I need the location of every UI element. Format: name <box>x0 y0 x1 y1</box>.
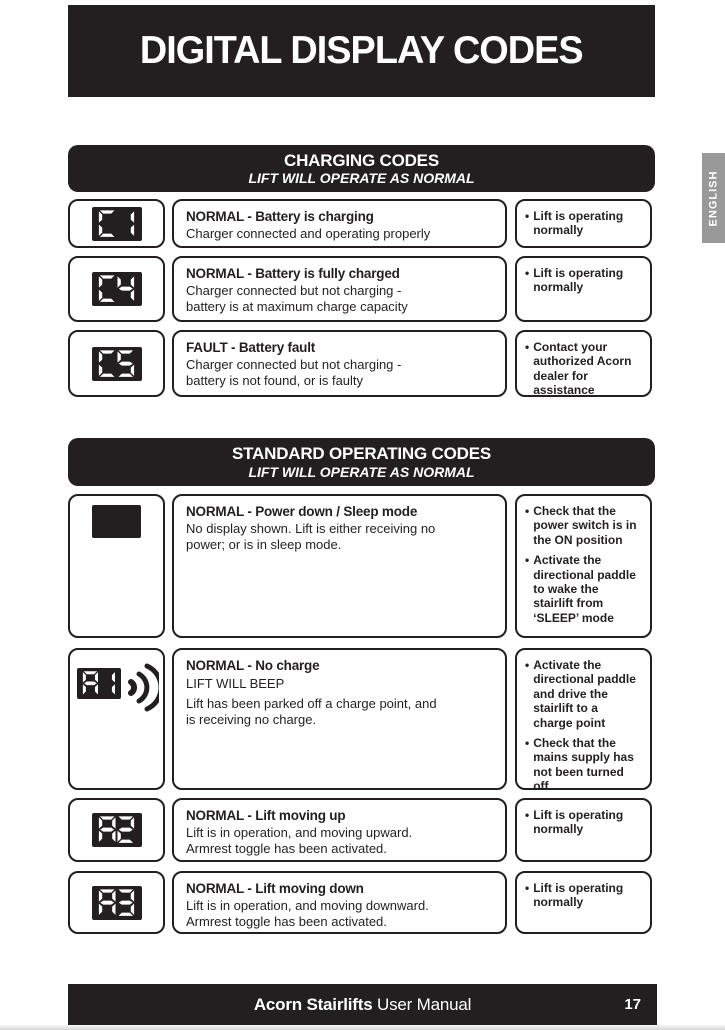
display-cell <box>68 330 165 397</box>
code-subheading: LIFT WILL BEEP <box>186 676 285 692</box>
action-cell <box>515 494 652 638</box>
beep-sound-icon <box>125 662 159 712</box>
action-item: • Check that the power switch is in the ON position <box>525 504 644 547</box>
display-cell <box>68 798 165 862</box>
code-row-a1 <box>68 648 652 794</box>
code-row-c1 <box>68 199 652 248</box>
footer-manual-label: User Manual <box>377 995 472 1014</box>
code-heading: NORMAL - Battery is fully charged <box>186 266 400 281</box>
language-tab <box>702 153 725 243</box>
seven-segment-display <box>92 347 142 381</box>
section-subtitle: LIFT WILL OPERATE AS NORMAL <box>248 170 475 187</box>
language-tab-label: ENGLISH <box>707 170 719 226</box>
section-title: CHARGING CODES <box>284 150 439 170</box>
display-cell <box>68 871 165 934</box>
description-cell <box>172 798 507 862</box>
code-heading: NORMAL - Battery is charging <box>186 209 374 224</box>
page-number: 17 <box>624 996 641 1013</box>
action-item: • Check that the mains supply has not been turned off <box>525 736 644 794</box>
code-row-a3 <box>68 871 652 934</box>
code-description: Charger connected but not charging - battery is not found, or is faulty <box>186 357 402 388</box>
description-cell <box>172 256 507 322</box>
footer-brand: Acorn Stairlifts <box>253 995 373 1014</box>
description-cell <box>172 199 507 248</box>
action-item: • Activate the directional paddle to wake the stairlift from ‘SLEEP’ mode <box>525 553 644 625</box>
display-cell <box>68 494 165 638</box>
action-cell <box>515 256 652 322</box>
seven-segment-display <box>77 668 121 699</box>
code-description: Lift is in operation, and moving upward. Armrest toggle has been activated. <box>186 825 413 856</box>
code-description: Charger connected and operating properly <box>186 226 431 242</box>
action-item: • Lift is operating normally <box>525 209 644 238</box>
code-heading: NORMAL - Power down / Sleep mode <box>186 504 418 519</box>
footer-bar <box>68 984 657 1026</box>
seven-segment-display <box>92 886 142 920</box>
section-title: STANDARD OPERATING CODES <box>231 444 492 464</box>
code-description: Lift is in operation, and moving downward. Armrest toggle has been activated. <box>186 898 429 929</box>
code-row-a2 <box>68 798 652 862</box>
description-cell <box>172 330 507 397</box>
code-row-sleep <box>68 494 652 638</box>
code-description: Lift has been parked off a charge point, and is receiving no charge. <box>186 696 437 728</box>
action-cell <box>515 330 652 397</box>
action-item: • Activate the directional paddle and drive the stairlift to a charge point <box>525 658 644 730</box>
action-item: • Lift is operating normally <box>525 266 644 295</box>
section-subtitle: LIFT WILL OPERATE AS NORMAL <box>248 463 475 480</box>
section-header-charging-codes <box>68 145 655 192</box>
display-cell <box>68 256 165 322</box>
description-cell <box>172 871 507 934</box>
page-title-banner <box>68 5 655 97</box>
display-cell <box>68 648 165 790</box>
code-row-c4 <box>68 256 652 322</box>
page-bottom-edge <box>0 1025 725 1030</box>
action-cell <box>515 648 652 794</box>
footer-title <box>254 995 471 1015</box>
code-heading: NORMAL - Lift moving up <box>186 808 346 823</box>
code-heading: NORMAL - No charge <box>186 658 320 673</box>
action-cell <box>515 871 652 934</box>
page-title: DIGITAL DISPLAY CODES <box>140 29 583 72</box>
section-header-standard-operating-codes <box>68 438 655 486</box>
description-cell <box>172 648 507 790</box>
seven-segment-display <box>92 813 142 847</box>
action-cell <box>515 798 652 862</box>
code-heading: NORMAL - Lift moving down <box>186 881 364 896</box>
code-row-c5 <box>68 330 652 397</box>
seven-segment-display <box>92 207 142 241</box>
code-description: Charger connected but not charging - battery is at maximum charge capacity <box>186 283 408 314</box>
blank-display <box>92 505 141 538</box>
action-item: • Contact your authorized Acorn dealer for assistance <box>525 340 644 398</box>
description-cell <box>172 494 507 638</box>
action-cell <box>515 199 652 248</box>
code-heading: FAULT - Battery fault <box>186 340 316 355</box>
display-cell <box>68 199 165 248</box>
seven-segment-display <box>92 272 142 306</box>
code-description: No display shown. Lift is either receiving no power; or is in sleep mode. <box>186 521 436 552</box>
action-item: • Lift is operating normally <box>525 881 644 910</box>
action-item: • Lift is operating normally <box>525 808 644 837</box>
